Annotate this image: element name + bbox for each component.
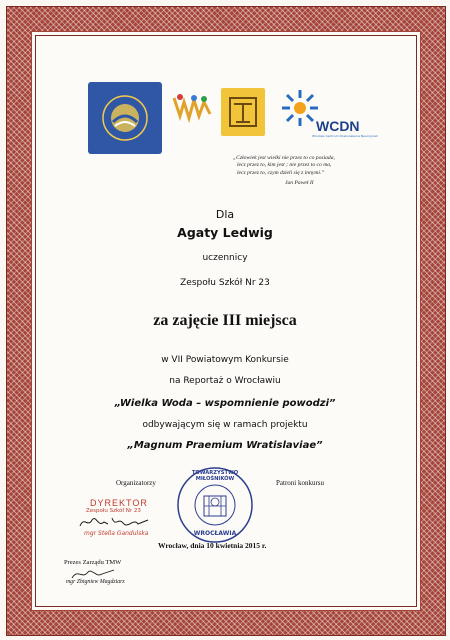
president-title: Prezes Zarządu TMW xyxy=(64,559,122,566)
seal-top-text: TOWARZYSTWO MIŁOŚNIKÓW xyxy=(191,470,239,482)
contest-line-2: na Reportaż o Wrocławiu xyxy=(169,376,281,386)
recipient-name: Agaty Ledwig xyxy=(177,225,273,240)
wcdn-label: WCDN xyxy=(316,118,360,134)
stamp-name: mgr Stella Gandulska xyxy=(84,530,149,537)
school-name: Zespołu Szkół Nr 23 xyxy=(180,278,270,288)
tmw-logo xyxy=(221,88,265,136)
people-logo xyxy=(170,92,214,126)
stamp-line: Zespołu Szkół Nr 23 xyxy=(86,508,141,514)
stamp-title: DYREKTOR xyxy=(90,498,148,508)
tmw-seal xyxy=(176,466,254,544)
people-icon xyxy=(170,92,214,126)
project-intro: odbywającym się w ramach projektu xyxy=(142,420,308,430)
project-name: „Magnum Praemium Wratislaviae” xyxy=(127,440,323,451)
organizers-label: Organizatorzy xyxy=(116,479,156,487)
seal-bottom-text: WROCŁAWIA xyxy=(193,530,237,537)
quote-line-2: lecz przez to, kim jest ; nie przez to co ma, xyxy=(237,162,332,169)
recipient-role: uczennicy xyxy=(202,253,248,263)
prize-heading: za zajęcie III miejsca xyxy=(153,312,297,329)
quote-line-1: „Człowiek jest wielki nie przez to co posiada, xyxy=(233,155,335,161)
director-stamp xyxy=(76,498,176,544)
patrons-label: Patroni konkursu xyxy=(276,479,325,487)
globe-icon xyxy=(88,82,162,154)
contest-line-1: w VII Powiatowym Konkursie xyxy=(161,355,289,365)
dla-label: Dla xyxy=(215,208,235,221)
wcdn-logo xyxy=(280,88,378,142)
president-name: mgr Zbigniew Magdziarz xyxy=(66,579,125,585)
quote-author: Jan Paweł II xyxy=(285,180,314,187)
sun-icon xyxy=(280,88,320,128)
quote-line-3: lecz przez to, czym dzieli się z innymi.” xyxy=(237,169,325,176)
wcdn-subtitle: Wrocław Centrum Doskonalenia Nauczycieli xyxy=(312,134,378,138)
tmw-emblem-icon xyxy=(221,88,265,136)
school-logo xyxy=(88,82,162,154)
signature-image xyxy=(78,514,158,530)
contest-topic: „Wielka Woda – wspomnienie powodzi” xyxy=(114,398,336,409)
quote xyxy=(233,155,393,188)
issue-date: Wrocław, dnia 10 kwietnia 2015 r. xyxy=(158,541,267,550)
